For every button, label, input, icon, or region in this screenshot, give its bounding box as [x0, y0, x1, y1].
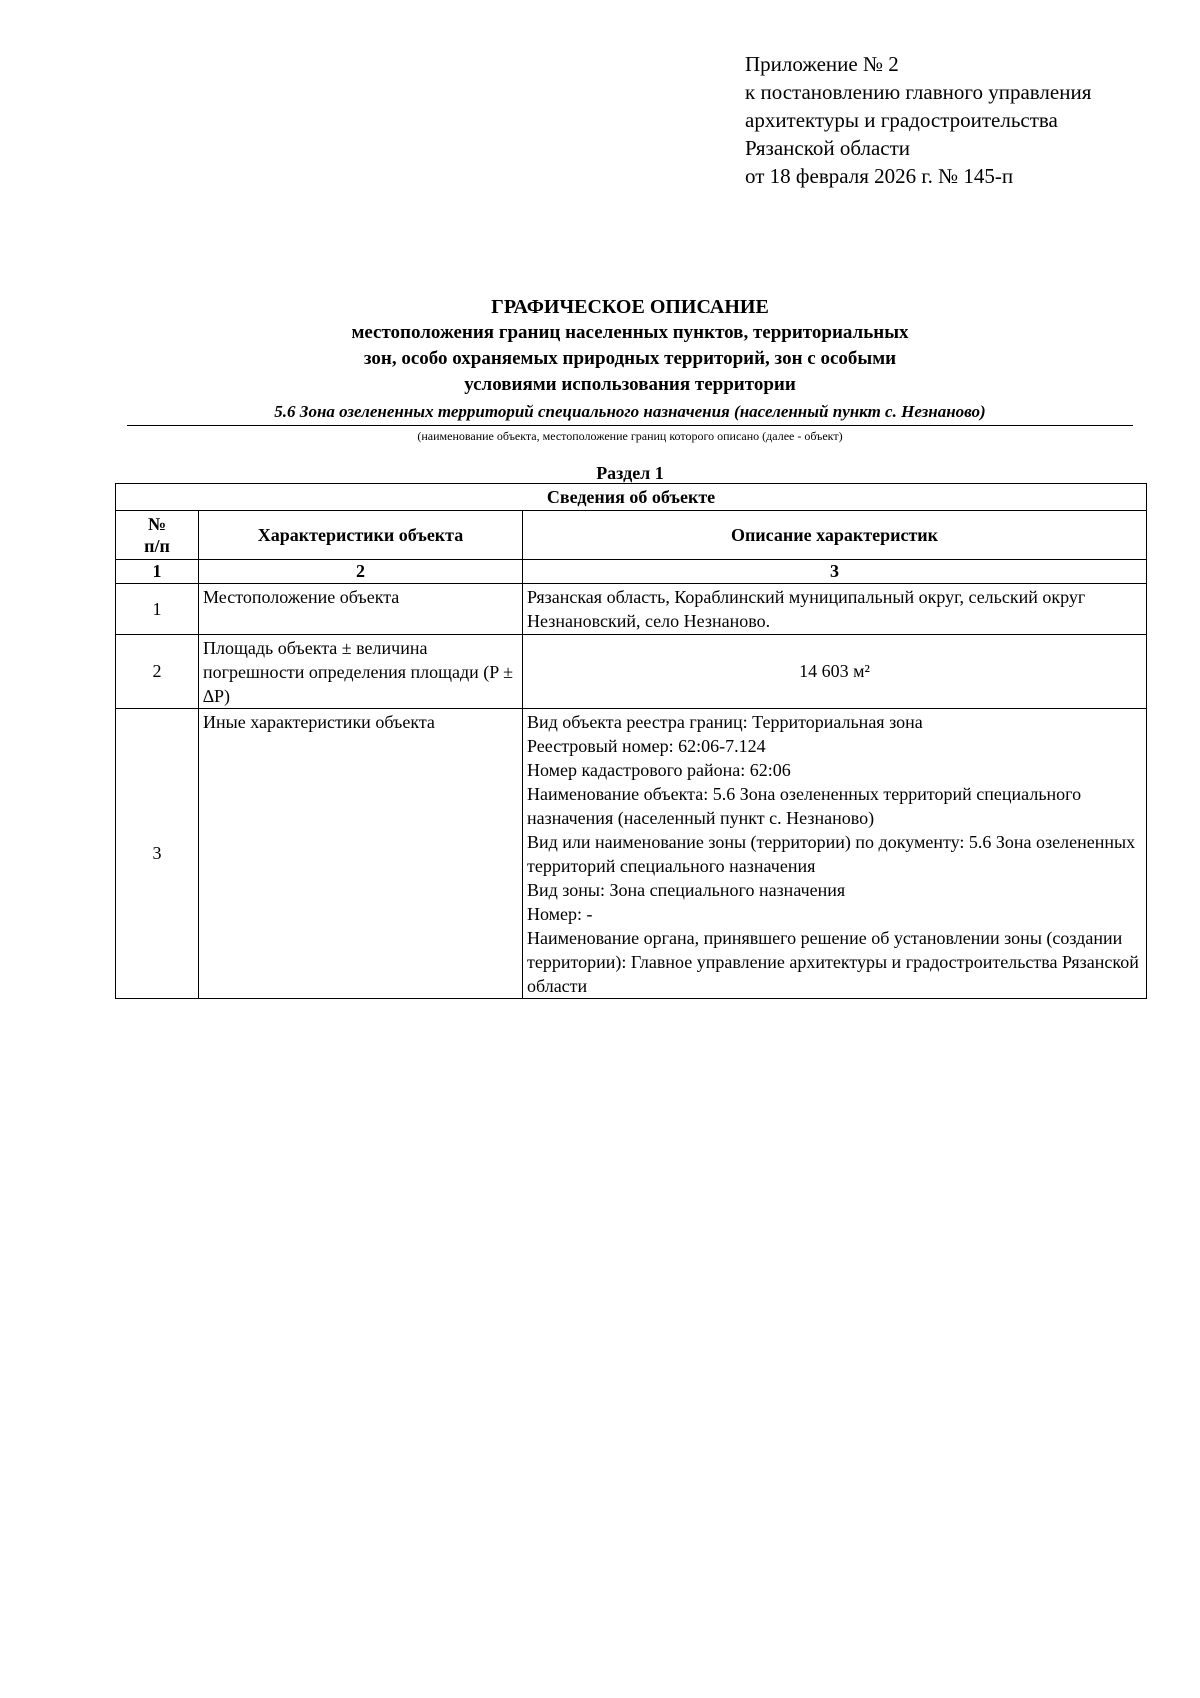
column-header-description: Описание характеристик	[523, 511, 1147, 560]
column-header-characteristic: Характеристики объекта	[199, 511, 523, 560]
appendix-date-line: от 18 февраля 2026 г. № 145-п	[745, 164, 1014, 188]
area-value: 14 603 м²	[523, 635, 1147, 709]
column-number: 3	[523, 560, 1147, 584]
table-caption: Сведения об объекте	[116, 484, 1147, 511]
row-characteristic: Местоположение объекта	[199, 584, 523, 635]
appendix-line: к постановлению главного управления	[745, 80, 1092, 104]
document-subtitle: зон, особо охраняемых природных территорий, зон с особыми	[363, 348, 897, 369]
document-subtitle: местоположения границ населенных пунктов, территориальных	[351, 322, 909, 343]
appendix-line: Приложение № 2	[745, 52, 899, 76]
column-header-no	[116, 511, 199, 560]
description-line: Вид объекта реестра границ: Территориальная зона	[527, 712, 923, 732]
document-subtitle: условиями использования территории	[464, 374, 796, 395]
description-line: Реестровый номер: 62:06-7.124	[527, 736, 766, 756]
description-line: Вид или наименование зоны (территории) по документу: 5.6 Зона озелененных территорий специального назначения	[527, 832, 1136, 876]
table-row	[116, 709, 1147, 999]
appendix-line: архитектуры и градостроительства	[745, 108, 1058, 132]
row-number: 1	[116, 584, 199, 635]
column-header-no-line: №	[147, 514, 167, 534]
document-title: ГРАФИЧЕСКОЕ ОПИСАНИЕ	[491, 296, 769, 318]
row-number: 2	[116, 635, 199, 709]
row-description	[523, 709, 1147, 999]
description-line: Рязанская область, Кораблинский муниципальный округ, сельский округ Незнановский, село Незнаново.	[527, 587, 1086, 631]
object-name-hint: (наименование объекта, местоположение границ которого описано (далее - объект)	[417, 429, 843, 443]
object-info-table	[115, 483, 1147, 999]
document-heading	[127, 294, 1133, 398]
row-characteristic: Иные характеристики объекта	[199, 709, 523, 999]
object-name: 5.6 Зона озелененных территорий специального назначения (населенный пункт с. Незнаново)	[127, 400, 1133, 426]
row-number: 3	[116, 709, 199, 999]
description-line: Наименование объекта: 5.6 Зона озелененных территорий специального назначения (населенный пункт с. Незнаново)	[527, 784, 1082, 828]
description-line: Номер: -	[527, 904, 593, 924]
section-title: Раздел 1	[596, 463, 664, 483]
appendix-line: Рязанской области	[745, 136, 911, 160]
description-line: Наименование органа, принявшего решение об установлении зоны (создании территории): Главное управление архитектуры и градостроительства Рязанской области	[527, 928, 1139, 996]
description-line: Вид зоны: Зона специального назначения	[527, 880, 846, 900]
table-row	[116, 635, 1147, 709]
column-number: 1	[116, 560, 199, 584]
row-characteristic: Площадь объекта ± величина погрешности определения площади (P ± ∆P)	[199, 635, 523, 709]
row-description	[523, 584, 1147, 635]
column-header-no-line: п/п	[144, 536, 170, 556]
appendix-block	[745, 50, 1091, 190]
description-line: Номер кадастрового района: 62:06	[527, 760, 791, 780]
column-number: 2	[199, 560, 523, 584]
table-row	[116, 584, 1147, 635]
